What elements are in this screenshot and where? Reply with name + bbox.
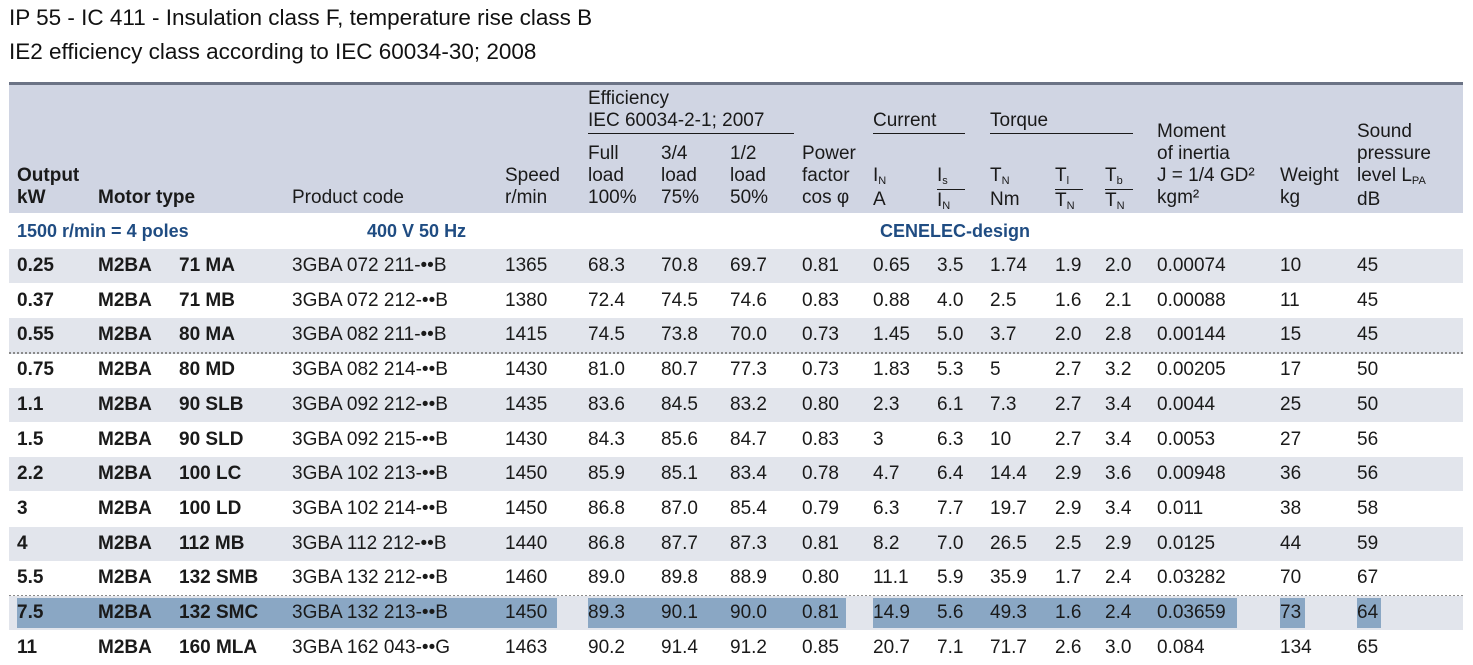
section-poles: 1500 r/min = 4 poles (17, 221, 189, 241)
col-sound-pressure (1357, 121, 1431, 211)
cell-j: 0.0044 (1157, 393, 1216, 415)
cell-tb-tn: 3.4 (1105, 497, 1132, 519)
cell-tn: 2.5 (990, 289, 1017, 311)
cell-code: 3GBA 132 212-••B (292, 567, 448, 589)
cell-speed: 1435 (505, 393, 548, 415)
col-is-den-sub: N (942, 200, 951, 212)
cell-code: 3GBA 072 211-••B (292, 255, 447, 276)
cell-eff100: 72.4 (588, 289, 625, 311)
cell-tn: 49.3 (990, 602, 1027, 623)
cell-output: 5.5 (17, 567, 44, 589)
cell-pf: 0.80 (802, 393, 839, 415)
col-pf-l3: cos φ (802, 187, 850, 208)
col-rated-current (873, 165, 886, 211)
cell-sound: 45 (1357, 324, 1379, 346)
cell-eff50: 90.0 (730, 602, 767, 623)
cell-eff50: 85.4 (730, 497, 767, 519)
col-sound-sub: PA (1411, 175, 1426, 187)
cell-eff75: 73.8 (661, 324, 698, 346)
cell-series: M2BA (98, 463, 152, 485)
cell-series: M2BA (98, 497, 152, 519)
cell-series: M2BA (98, 289, 152, 311)
cell-eff75: 91.4 (661, 636, 698, 658)
table-row (9, 284, 1463, 318)
cell-size: 160 MLA (179, 636, 258, 658)
col-pf-l2: factor (802, 165, 850, 186)
cell-tb-tn: 3.4 (1105, 428, 1132, 450)
cell-tb-tn: 3.0 (1105, 636, 1132, 658)
col-half-load (730, 143, 768, 209)
cell-eff75: 80.7 (661, 359, 698, 381)
cell-weight: 38 (1280, 497, 1302, 519)
cell-pf: 0.83 (802, 428, 839, 450)
col-sound-unit: dB (1357, 189, 1381, 210)
cell-speed: 1463 (505, 636, 548, 658)
cell-is-in: 7.0 (937, 532, 964, 554)
cell-speed: 1415 (505, 324, 548, 346)
cell-size: 100 LD (179, 497, 242, 519)
cell-is-in: 5.3 (937, 359, 964, 381)
cell-eff100: 86.8 (588, 532, 625, 554)
cell-eff50: 88.9 (730, 567, 767, 589)
cell-sound: 65 (1357, 636, 1379, 658)
cell-speed: 1450 (505, 602, 548, 623)
section-voltage: 400 V 50 Hz (367, 221, 467, 241)
col-tb-num-sub: b (1116, 175, 1123, 187)
col-moment-l2: of inertia (1157, 143, 1230, 164)
cell-j: 0.0053 (1157, 428, 1216, 450)
col-moment-unit: kgm² (1157, 187, 1200, 208)
cell-sound: 45 (1357, 255, 1379, 276)
cell-is-in: 6.3 (937, 428, 964, 450)
col-full-load (588, 143, 637, 209)
cell-output: 1.5 (17, 428, 44, 450)
col-moment-of-inertia (1157, 121, 1255, 209)
col-tl-num-symbol: T (1055, 165, 1067, 186)
cell-in: 6.3 (873, 497, 900, 519)
cell-sound: 64 (1357, 602, 1379, 623)
cell-tb-tn: 2.0 (1105, 255, 1132, 276)
cell-tl-tn: 2.7 (1055, 359, 1082, 381)
cell-eff75: 87.0 (661, 497, 698, 519)
cell-eff100: 74.5 (588, 324, 625, 346)
col-full-load-l3: 100% (588, 187, 637, 208)
cell-tl-tn: 1.6 (1055, 289, 1082, 311)
cell-series: M2BA (98, 636, 152, 658)
col-sound-l2: pressure (1357, 143, 1431, 164)
cell-tb-tn: 2.8 (1105, 324, 1132, 346)
cell-eff50: 83.2 (730, 393, 767, 415)
cell-size: 132 SMB (179, 567, 259, 589)
cell-sound: 58 (1357, 497, 1379, 519)
cell-size: 71 MB (179, 289, 235, 311)
cell-j: 0.00088 (1157, 289, 1226, 311)
col-weight-label: Weight (1280, 165, 1339, 186)
cell-eff100: 84.3 (588, 428, 625, 450)
cell-output: 1.1 (17, 393, 44, 415)
cell-tb-tn: 3.2 (1105, 359, 1132, 381)
cell-sound: 67 (1357, 567, 1379, 589)
cell-code: 3GBA 112 212-••B (292, 532, 447, 554)
cell-series: M2BA (98, 359, 152, 381)
cell-sound: 50 (1357, 359, 1379, 381)
cell-code: 3GBA 072 212-••B (292, 289, 448, 311)
cell-tn: 7.3 (990, 393, 1017, 415)
efficiency-group-line2: IEC 60034-2-1; 2007 (588, 110, 765, 131)
cell-j: 0.03282 (1157, 567, 1226, 589)
col-tl-denominator (1055, 190, 1085, 214)
col-in-sub: N (878, 175, 887, 187)
cell-sound: 50 (1357, 393, 1379, 415)
cell-sound: 45 (1357, 289, 1379, 311)
cell-code: 3GBA 102 213-••B (292, 463, 448, 485)
cell-eff50: 87.3 (730, 532, 767, 554)
col-tl-numerator (1055, 165, 1083, 190)
cell-weight: 44 (1280, 532, 1302, 554)
table-row (9, 492, 1463, 526)
cell-j: 0.0125 (1157, 532, 1216, 554)
cell-eff50: 91.2 (730, 636, 767, 658)
efficiency-group-label (588, 88, 764, 132)
cell-eff100: 85.9 (588, 463, 625, 485)
cell-output: 0.75 (17, 359, 54, 381)
cell-weight: 10 (1280, 255, 1302, 276)
cell-tb-tn: 2.1 (1105, 289, 1132, 311)
cell-tl-tn: 1.9 (1055, 255, 1082, 276)
cell-series: M2BA (98, 255, 152, 276)
cell-is-in: 6.4 (937, 463, 964, 485)
cell-sound: 56 (1357, 428, 1379, 450)
cell-in: 8.2 (873, 532, 900, 554)
cell-code: 3GBA 092 212-••B (292, 393, 448, 415)
cell-output: 0.55 (17, 324, 54, 346)
col-tn-symbol: T (990, 165, 1002, 186)
cell-pf: 0.79 (802, 497, 839, 519)
cell-speed: 1460 (505, 567, 548, 589)
col-tb-num-symbol: T (1105, 165, 1117, 186)
cell-eff50: 74.6 (730, 289, 767, 311)
efficiency-group-line1: Efficiency (588, 88, 669, 109)
col-3q-load-l2: load (661, 165, 697, 186)
cell-tn: 71.7 (990, 636, 1027, 658)
cell-code: 3GBA 082 214-••B (292, 359, 448, 381)
col-tb-denominator (1105, 190, 1135, 214)
cell-tl-tn: 1.7 (1055, 567, 1082, 589)
col-full-load-l1: Full (588, 143, 619, 164)
cell-size: 80 MD (179, 359, 235, 381)
table-row (9, 631, 1463, 665)
cell-tb-tn: 2.4 (1105, 602, 1132, 623)
cell-pf: 0.81 (802, 255, 839, 276)
col-pf-l1: Power (802, 143, 856, 164)
cell-eff100: 83.6 (588, 393, 625, 415)
cell-size: 100 LC (179, 463, 242, 485)
cell-speed: 1430 (505, 359, 548, 381)
cell-weight: 11 (1280, 289, 1300, 311)
section-row (9, 215, 1463, 248)
cell-series: M2BA (98, 532, 152, 554)
cell-pf: 0.81 (802, 532, 839, 554)
table-row (9, 388, 1463, 422)
cell-code: 3GBA 102 214-••B (292, 497, 448, 519)
cell-speed: 1450 (505, 463, 548, 485)
cell-j: 0.084 (1157, 636, 1205, 658)
cell-eff75: 85.1 (661, 463, 698, 485)
col-output-label: Output (17, 165, 80, 186)
cell-in: 14.9 (873, 602, 910, 623)
cell-eff75: 74.5 (661, 289, 698, 311)
cell-eff50: 77.3 (730, 359, 767, 381)
cell-eff75: 87.7 (661, 532, 698, 554)
cell-is-in: 5.9 (937, 567, 964, 589)
cell-in: 3 (873, 428, 884, 450)
cell-pf: 0.78 (802, 463, 839, 485)
col-product-code: Product code (292, 187, 404, 208)
cell-size: 80 MA (179, 324, 235, 346)
cell-tb-tn: 3.4 (1105, 393, 1132, 415)
col-breakdown-torque-ratio (1105, 165, 1135, 214)
cell-is-in: 5.0 (937, 324, 964, 346)
cell-tl-tn: 1.6 (1055, 602, 1082, 623)
table-row (9, 457, 1463, 491)
col-half-load-l1: 1/2 (730, 143, 757, 164)
cell-output: 3 (17, 497, 28, 519)
cell-output: 7.5 (17, 602, 44, 623)
cell-is-in: 3.5 (937, 255, 964, 276)
col-tn-sub: N (1001, 175, 1010, 187)
cell-output: 11 (17, 636, 38, 658)
page-title: IP 55 - IC 411 - Insulation class F, temperature rise class B (9, 5, 593, 30)
col-is-numerator (937, 165, 965, 190)
cell-tn: 5 (990, 359, 1001, 381)
cell-pf: 0.73 (802, 359, 839, 381)
cell-tl-tn: 2.9 (1055, 463, 1082, 485)
cell-is-in: 7.7 (937, 497, 964, 519)
cell-size: 132 SMC (179, 602, 259, 623)
col-tn-unit: Nm (990, 189, 1020, 210)
cell-is-in: 7.1 (937, 636, 964, 658)
col-speed-label: Speed (505, 165, 560, 186)
cell-series: M2BA (98, 428, 152, 450)
cell-output: 0.37 (17, 289, 54, 311)
col-weight (1280, 165, 1339, 209)
cell-tb-tn: 2.4 (1105, 567, 1132, 589)
table-row (9, 318, 1463, 354)
col-speed (505, 165, 560, 209)
cell-eff100: 81.0 (588, 359, 625, 381)
col-output-unit: kW (17, 187, 46, 208)
cell-weight: 36 (1280, 463, 1302, 485)
cell-weight: 134 (1280, 636, 1312, 658)
cell-pf: 0.85 (802, 636, 839, 658)
cell-sound: 59 (1357, 532, 1379, 554)
cell-output: 2.2 (17, 463, 44, 485)
cell-series: M2BA (98, 602, 152, 623)
cell-weight: 15 (1280, 324, 1302, 346)
cell-tl-tn: 2.6 (1055, 636, 1082, 658)
torque-group-rule (990, 133, 1133, 134)
table-row (9, 353, 1463, 387)
cell-eff100: 90.2 (588, 636, 625, 658)
col-tb-den-sub: N (1116, 200, 1125, 212)
cell-weight: 25 (1280, 393, 1302, 415)
col-tl-den-symbol: T (1055, 190, 1067, 211)
col-power-factor (802, 143, 856, 209)
col-sound-l1: Sound (1357, 121, 1412, 142)
cell-speed: 1380 (505, 289, 548, 311)
cell-in: 0.65 (873, 255, 910, 276)
table-row (9, 561, 1463, 597)
cell-tn: 35.9 (990, 567, 1027, 589)
col-locked-torque-ratio (1055, 165, 1085, 214)
col-half-load-l3: 50% (730, 187, 769, 208)
cell-eff100: 89.0 (588, 567, 625, 589)
cell-size: 71 MA (179, 255, 235, 276)
col-in-symbol: I (873, 165, 879, 186)
cell-eff50: 83.4 (730, 463, 767, 485)
page-subtitle: IE2 efficiency class according to IEC 60034-30; 2008 (9, 39, 537, 64)
cell-eff100: 86.8 (588, 497, 625, 519)
cell-in: 2.3 (873, 393, 900, 415)
cell-in: 0.88 (873, 289, 910, 311)
col-is-num-symbol: I (937, 165, 943, 186)
cell-speed: 1430 (505, 428, 548, 450)
col-tb-numerator (1105, 165, 1133, 190)
cell-eff75: 85.6 (661, 428, 698, 450)
col-moment-l1: Moment (1157, 121, 1226, 142)
cell-is-in: 4.0 (937, 289, 964, 311)
cell-tn: 19.7 (990, 497, 1027, 519)
cell-tl-tn: 2.5 (1055, 532, 1082, 554)
table-row (9, 249, 1463, 283)
cell-series: M2BA (98, 393, 152, 415)
cell-j: 0.00205 (1157, 359, 1226, 381)
efficiency-group-rule (588, 133, 794, 134)
col-3q-load-l1: 3/4 (661, 143, 688, 164)
cell-tl-tn: 2.7 (1055, 393, 1082, 415)
cell-in: 11.1 (873, 567, 909, 589)
cell-in: 1.45 (873, 324, 910, 346)
current-group-label: Current (873, 110, 937, 131)
cell-eff100: 89.3 (588, 602, 625, 623)
col-moment-l3: J = 1/4 GD² (1157, 165, 1255, 186)
col-output (17, 165, 79, 209)
cell-code: 3GBA 092 215-••B (292, 428, 448, 450)
cell-speed: 1450 (505, 497, 548, 519)
section-design: CENELEC-design (880, 221, 1031, 241)
cell-pf: 0.81 (802, 602, 839, 623)
cell-sound: 56 (1357, 463, 1379, 485)
col-half-load-l2: load (730, 165, 766, 186)
col-speed-unit: r/min (505, 187, 548, 208)
cell-tl-tn: 2.7 (1055, 428, 1082, 450)
cell-output: 0.25 (17, 255, 54, 276)
cell-tn: 1.74 (990, 255, 1027, 276)
col-tl-num-sub: l (1066, 175, 1070, 187)
cell-eff75: 70.8 (661, 255, 698, 276)
cell-j: 0.00144 (1157, 324, 1226, 346)
cell-weight: 27 (1280, 428, 1302, 450)
cell-code: 3GBA 082 211-••B (292, 324, 447, 346)
cell-pf: 0.83 (802, 289, 839, 311)
table-row (9, 596, 1463, 630)
cell-size: 90 SLB (179, 393, 244, 415)
col-tb-den-symbol: T (1105, 190, 1117, 211)
col-rated-torque (990, 165, 1020, 211)
cell-pf: 0.80 (802, 567, 839, 589)
cell-j: 0.011 (1157, 497, 1204, 519)
col-sound-l3: level L (1357, 165, 1412, 186)
cell-weight: 70 (1280, 567, 1302, 589)
cell-tn: 26.5 (990, 532, 1027, 554)
col-is-denominator (937, 190, 967, 214)
cell-eff75: 84.5 (661, 393, 698, 415)
cell-eff75: 90.1 (661, 602, 698, 623)
cell-size: 112 MB (179, 532, 245, 554)
cell-eff100: 68.3 (588, 255, 625, 276)
cell-tl-tn: 2.0 (1055, 324, 1082, 346)
cell-tb-tn: 3.6 (1105, 463, 1132, 485)
cell-series: M2BA (98, 567, 152, 589)
col-motor-type: Motor type (98, 187, 196, 208)
cell-in: 4.7 (873, 463, 900, 485)
cell-tl-tn: 2.9 (1055, 497, 1082, 519)
cell-is-in: 5.6 (937, 602, 964, 623)
cell-size: 90 SLD (179, 428, 244, 450)
col-weight-unit: kg (1280, 187, 1301, 208)
cell-output: 4 (17, 532, 28, 554)
cell-in: 1.83 (873, 359, 910, 381)
cell-j: 0.00074 (1157, 255, 1226, 276)
col-three-quarter-load (661, 143, 699, 209)
col-is-den-symbol: I (937, 190, 943, 211)
cell-series: M2BA (98, 324, 152, 346)
cell-j: 0.00948 (1157, 463, 1226, 485)
cell-eff75: 89.8 (661, 567, 698, 589)
cell-code: 3GBA 132 213-••B (292, 602, 448, 623)
cell-tn: 3.7 (990, 324, 1017, 346)
cell-tn: 10 (990, 428, 1012, 450)
cell-speed: 1365 (505, 255, 548, 276)
cell-tb-tn: 2.9 (1105, 532, 1132, 554)
table-row (9, 527, 1463, 561)
cell-eff50: 70.0 (730, 324, 767, 346)
table-row (9, 423, 1463, 459)
cell-in: 20.7 (873, 636, 910, 658)
cell-is-in: 6.1 (937, 393, 964, 415)
cell-eff50: 69.7 (730, 255, 767, 276)
col-tl-den-sub: N (1066, 200, 1075, 212)
cell-j: 0.03659 (1157, 602, 1226, 623)
torque-group-label: Torque (990, 110, 1049, 131)
cell-weight: 73 (1280, 602, 1302, 623)
col-in-unit: A (873, 189, 886, 210)
col-full-load-l2: load (588, 165, 624, 186)
cell-code: 3GBA 162 043-••G (292, 636, 451, 658)
cell-speed: 1440 (505, 532, 548, 554)
cell-weight: 17 (1280, 359, 1302, 381)
cell-tn: 14.4 (990, 463, 1027, 485)
col-is-num-sub: s (942, 175, 948, 187)
cell-eff50: 84.7 (730, 428, 767, 450)
cell-pf: 0.73 (802, 324, 839, 346)
col-starting-current-ratio (937, 165, 967, 214)
col-3q-load-l3: 75% (661, 187, 700, 208)
current-group-rule (873, 133, 965, 134)
